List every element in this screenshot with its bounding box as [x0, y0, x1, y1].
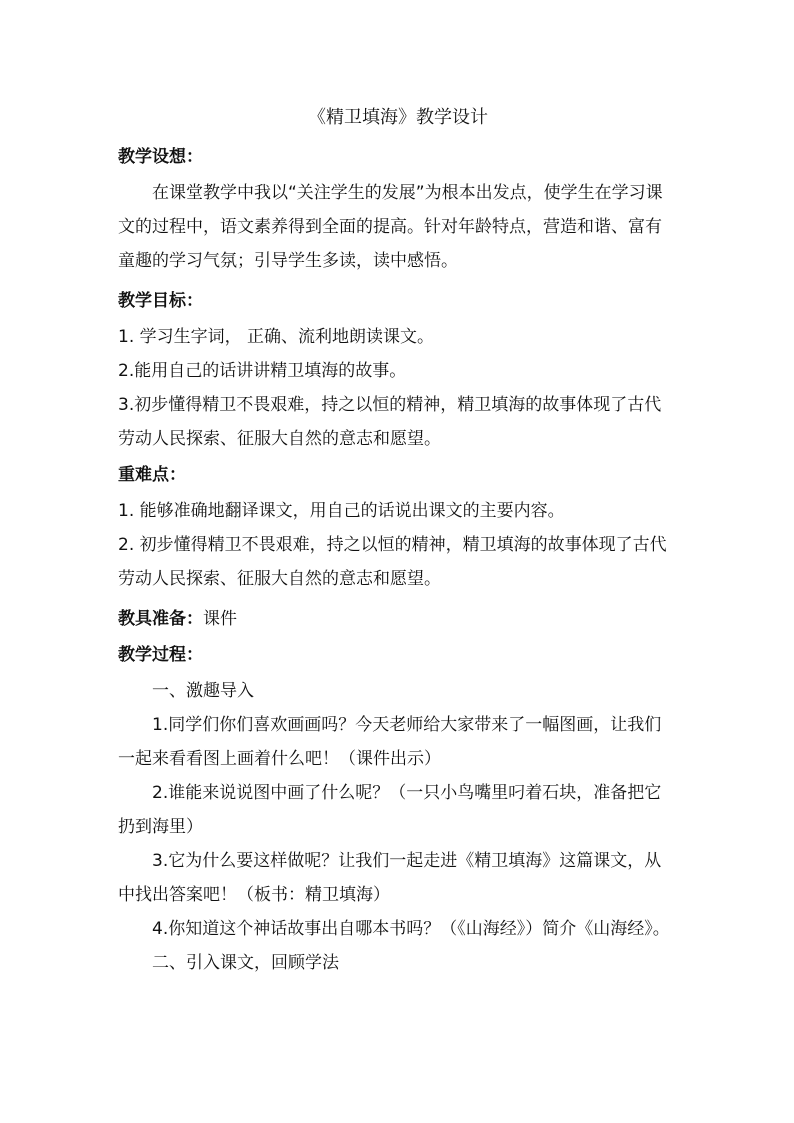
- process-part1-item-3: 3.它为什么要这样做呢？让我们一起走进《精卫填海》这篇课文，从中找出答案吧！（板书：精卫填海）: [118, 851, 662, 905]
- process-heading: 教学过程：: [118, 645, 203, 665]
- goal-item-1: 1. 学习生字词， 正确、流利地朗读课文。: [118, 327, 435, 347]
- key-point-item-1: 1. 能够准确地翻译课文，用自己的话说出课文的主要内容。: [118, 501, 565, 521]
- goal-item-3: 3.初步懂得精卫不畏艰难，持之以恒的精神，精卫填海的故事体现了古代劳动人民探索、征服大自然的意志和愿望。: [118, 395, 662, 449]
- goal-item-2: 2.能用自己的话讲讲精卫填海的故事。: [118, 361, 407, 381]
- process-part1-item-4: 4.你知道这个神话故事出自哪本书吗？（《山海经》）简介《山海经》。: [152, 919, 670, 939]
- process-part1-item-2: 2.谁能来说说图中画了什么呢？（一只小鸟嘴里叼着石块，准备把它扔到海里）: [118, 783, 662, 837]
- document-page: [118, 104, 678, 980]
- key-points-heading: 重难点：: [118, 465, 186, 485]
- process-part2-title: 二、引入课文，回顾学法: [152, 953, 339, 973]
- materials-line: [118, 602, 678, 636]
- process-part1-item-1: 1.同学们你们喜欢画画吗？今天老师给大家带来了一幅图画，让我们一起来看看图上画着什么吧！（课件出示）: [118, 715, 662, 769]
- materials-label: 教具准备：: [118, 609, 203, 629]
- materials-value: 课件: [203, 609, 237, 629]
- concept-heading: 教学设想：: [118, 147, 203, 167]
- process-part1-title: 一、激趣导入: [152, 681, 254, 701]
- key-point-item-2: 2. 初步懂得精卫不畏艰难，持之以恒的精神，精卫填海的故事体现了古代劳动人民探索、征服大自然的意志和愿望。: [118, 535, 667, 589]
- concept-paragraph: 在课堂教学中我以“关注学生的发展”为根本出发点，使学生在学习课文的过程中，语文素养得到全面的提高。针对年龄特点，营造和谐、富有童趣的学习气氛；引导学生多读，读中感悟。: [118, 183, 663, 271]
- goals-heading: 教学目标：: [118, 291, 203, 311]
- document-title: 《精卫填海》教学设计: [308, 107, 488, 128]
